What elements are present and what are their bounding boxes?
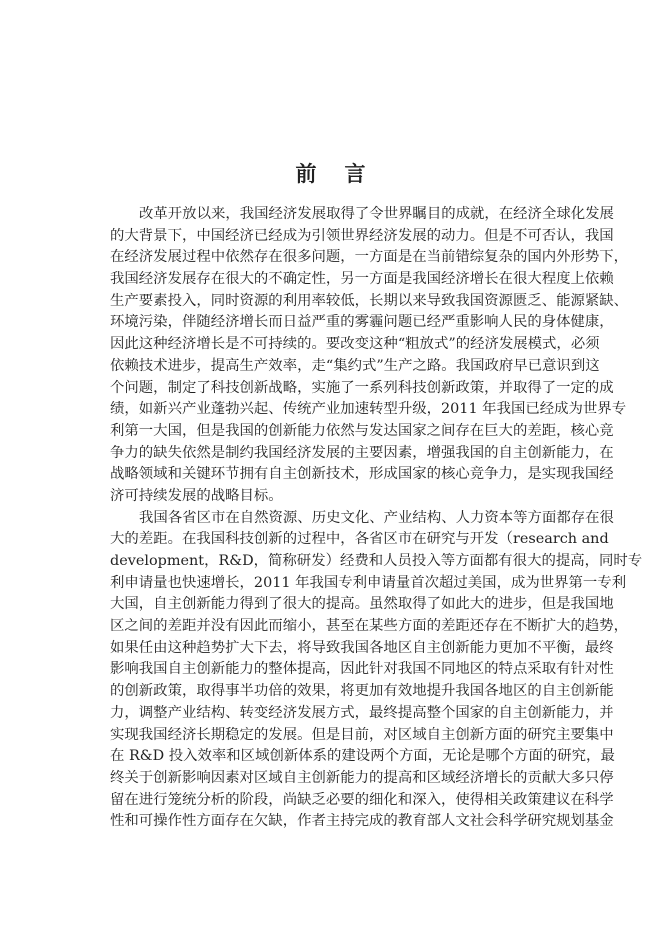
paragraph-line: 依赖技术进步，提高生产效率，走“集约式”生产之路。我国政府早已意识到这 xyxy=(110,357,600,374)
paragraph-line: 我国各省区市在自然资源、历史文化、产业结构、人力资本等方面都存在很 xyxy=(139,509,614,526)
paragraph-line: 终关于创新影响因素对区域自主创新能力的提高和区域经济增长的贡献大多只停 xyxy=(110,769,614,786)
paragraph-line: 战略领域和关键环节拥有自主创新技术，形成国家的核心竞争力，是实现我国经 xyxy=(110,466,614,483)
paragraph-line: 个问题，制定了科技创新战略，实施了一系列科技创新政策，并取得了一定的成 xyxy=(110,379,614,396)
paragraph-line: 在 R&D 投入效率和区域创新体系的建设两个方面，无论是哪个方面的研究，最 xyxy=(110,748,615,765)
paragraph-line: 因此这种经济增长是不可持续的。要改变这种“粗放式”的经济发展模式，必须 xyxy=(110,336,600,353)
paragraph-line: 生产要素投入，同时资源的利用率较低，长期以来导致我国资源匮乏、能源紧缺、 xyxy=(110,292,629,309)
paragraph-line: 实现我国经济长期稳定的发展。但是目前，对区域自主创新方面的研究主要集中 xyxy=(110,726,614,743)
paragraph-line: 在经济发展过程中依然存在很多问题，一方面是在当前错综复杂的国内外形势下， xyxy=(110,249,629,266)
paragraph-line: 留在进行笼统分析的阶段，尚缺乏必要的细化和深入，使得相关政策建议在科学 xyxy=(110,791,614,808)
paragraph-line: 利第一大国，但是我国的创新能力依然与发达国家之间存在巨大的差距，核心竞 xyxy=(110,422,614,439)
paragraph-line: 的创新政策，取得事半功倍的效果，将更加有效地提升我国各地区的自主创新能 xyxy=(110,683,614,700)
paragraph-line: 我国经济发展存在很大的不确定性，另一方面是我国经济增长在很大程度上依赖 xyxy=(110,271,614,288)
paragraph-line: 济可持续发展的战略目标。 xyxy=(110,487,283,504)
paragraph-line: 影响我国自主创新能力的整体提高，因此针对我国不同地区的特点采取有针对性 xyxy=(110,661,614,678)
paragraph-line: 争力的缺失依然是制约我国经济发展的主要因素，增强我国的自主创新能力，在 xyxy=(110,444,614,461)
paragraph-line: 大的差距。在我国科技创新的过程中，各省区市在研究与开发（research and xyxy=(110,531,609,548)
paragraph-line: 环境污染，伴随经济增长而日益严重的雾霾问题已经严重影响人民的身体健康， xyxy=(110,314,614,331)
paragraph-line: 力，调整产业结构、转变经济发展方式，最终提高整个国家的自主创新能力，并 xyxy=(110,704,614,721)
paragraph-line: development，R&D，简称研发）经费和人员投入等方面都有很大的提高，同时专 xyxy=(110,553,643,569)
paragraph-line: 利申请量也快速增长，2011 年我国专利申请量首次超过美国，成为世界第一专利 xyxy=(110,574,627,591)
paragraph-line: 绩，如新兴产业蓬勃兴起、传统产业加速转型升级，2011 年我国已经成为世界专 xyxy=(110,401,627,418)
paragraph-line: 性和可操作性方面存在欠缺，作者主持完成的教育部人文社会科学研究规划基金 xyxy=(110,813,614,830)
document-body xyxy=(110,204,643,833)
page-title: 前言 xyxy=(295,161,394,186)
paragraph-line: 如果任由这种趋势扩大下去，将导致我国各地区自主创新能力更加不平衡，最终 xyxy=(110,639,614,656)
paragraph-line: 区之间的差距并没有因此而缩小，甚至在某些方面的差距还存在不断扩大的趋势， xyxy=(110,618,629,635)
paragraph-line: 的大背景下，中国经济已经成为引领世界经济发展的动力。但是不可否认，我国 xyxy=(110,227,614,244)
paragraph-line: 改革开放以来，我国经济发展取得了令世界瞩目的成就，在经济全球化发展 xyxy=(139,206,614,222)
paragraph-line: 大国，自主创新能力得到了很大的提高。虽然取得了如此大的进步，但是我国地 xyxy=(110,596,614,613)
